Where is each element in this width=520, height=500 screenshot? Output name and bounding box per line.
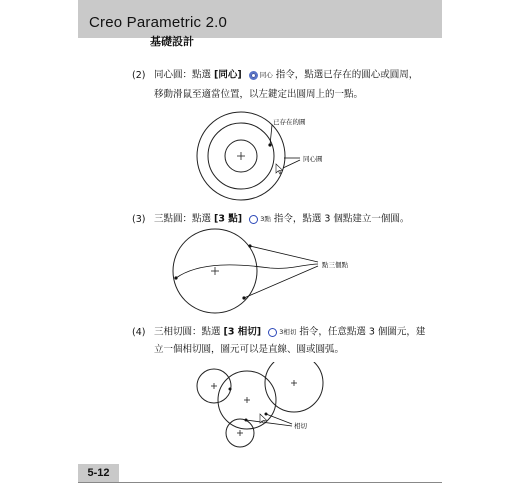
item-text: 三點圓：點選 <box>154 213 212 225</box>
chapter-title: 基礎設計 <box>150 35 194 48</box>
command-name: [同心] <box>214 69 242 81</box>
three-point-circle-figure <box>170 226 370 314</box>
footer-rule <box>78 482 442 483</box>
figure-label-three-points: 點三個點 <box>322 261 348 269</box>
item-three-tangent-line1 <box>132 325 425 340</box>
book-title: Creo Parametric 2.0 <box>89 14 228 31</box>
three-tangent-circle-icon <box>268 328 277 337</box>
item-three-point-line1 <box>132 212 409 227</box>
item-text: 同心圓：點選 <box>154 69 212 81</box>
item-three-tangent-line2: 立一個相切圓，圖元可以是直線、圓或圓弧。 <box>154 344 345 355</box>
item-text: 指令，點選已存在的圓心或圓周， <box>275 69 419 81</box>
figure-label-tangent: 相切 <box>294 422 307 430</box>
item-concentric-line2: 移動滑鼠至適當位置，以左鍵定出圓周上的一點。 <box>154 89 364 100</box>
icon-label: 3相切 <box>279 328 297 336</box>
concentric-circle-icon <box>249 71 258 80</box>
item-number: (4) <box>132 326 146 338</box>
item-text: 指令，點選 3 個點建立一個圓。 <box>273 213 410 225</box>
command-name: [3 點] <box>214 213 243 225</box>
item-number: (3) <box>132 213 146 225</box>
page-number: 5-12 <box>78 464 119 482</box>
icon-label: 3點 <box>260 215 271 223</box>
item-concentric-line1 <box>132 68 418 83</box>
command-name: [3 相切] <box>223 326 262 338</box>
three-point-circle-icon <box>249 215 258 224</box>
figure-label-existing: 已存在的圓 <box>273 118 306 126</box>
concentric-circle-figure <box>180 104 360 208</box>
item-number: (2) <box>132 69 146 81</box>
three-tangent-circle-figure <box>190 362 350 458</box>
figure-label-concentric: 同心圓 <box>303 155 323 163</box>
icon-label: 同心 <box>259 71 273 79</box>
item-text: 三相切圓：點選 <box>154 326 221 338</box>
item-text: 指令，任意點選 3 個圖元，建 <box>299 326 426 338</box>
tangent-entity-circle-right <box>265 362 323 412</box>
